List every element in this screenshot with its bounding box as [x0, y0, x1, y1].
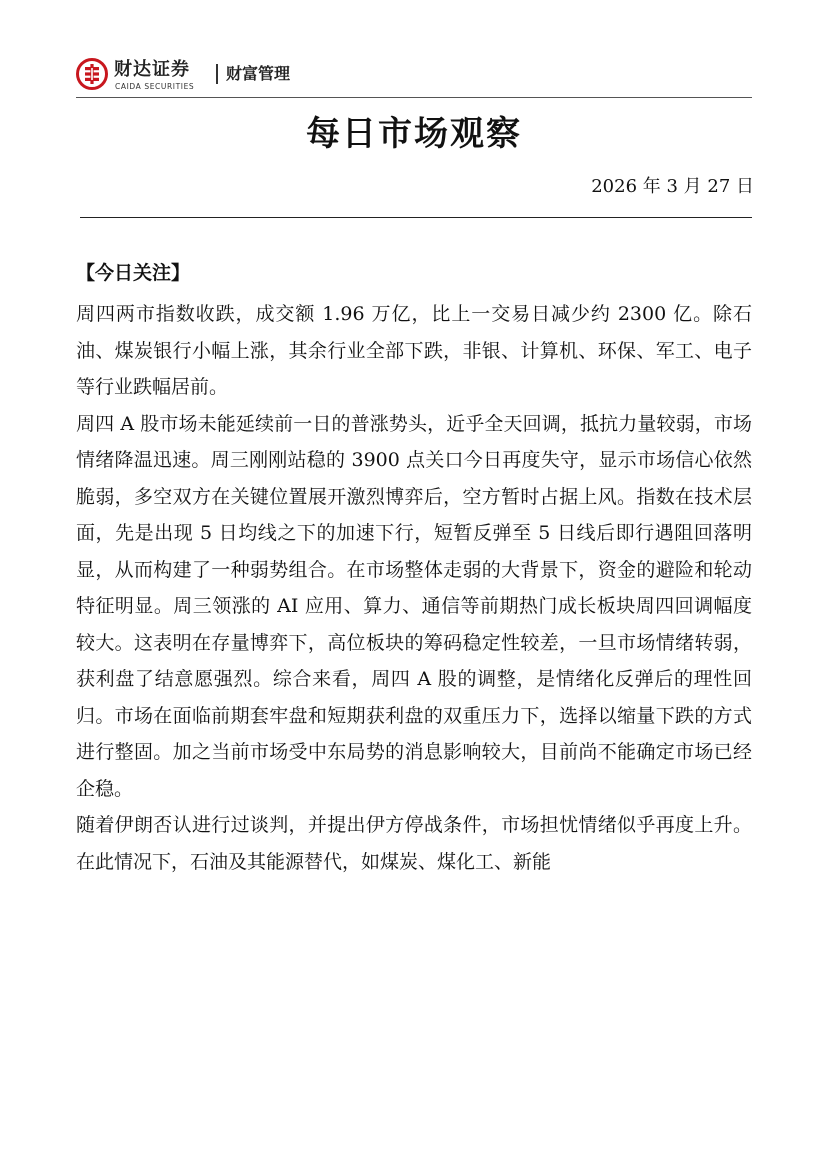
title-rule: [80, 217, 752, 218]
section-body: [76, 296, 752, 880]
report-date: 2026 年 3 月 27 日: [591, 176, 754, 197]
paragraph: 周四两市指数收跌，成交额 1.96 万亿，比上一交易日减少约 2300 亿。除石油、煤炭银行小幅上涨，其余行业全部下跌，非银、计算机、环保、军工、电子等行业跌幅居前。: [76, 303, 752, 398]
paragraph: 周四 A 股市场未能延续前一日的普涨势头，近乎全天回调，抵抗力量较弱，市场情绪降温迅速。周三刚刚站稳的 3900 点关口今日再度失守，显示市场信心依然脆弱，多空双方在关键位置展开激烈博弈后，空方暂时占据上风。指数在技术层面，先是出现 5 日均线之下的加速下行，短暂反弹至 5 日线后即行遇阻回落明显，从而构建了一种弱势组合。在市场整体走弱的大背景下，资金的避险和轮动特征明显。周三领涨的 AI 应用、算力、通信等前期热门成长板块周四回调幅度较大。这表明在存量博弈下，高位板块的筹码稳定性较差，一旦市场情绪转弱，获利盘了结意愿强烈。综合来看，周四 A 股的调整，是情绪化反弹后的理性回归。市场在面临前期套牢盘和短期获利盘的双重压力下，选择以缩量下跌的方式进行整固。加之当前市场受中东局势的消息影响较大，目前尚不能确定市场已经企稳。: [76, 412, 752, 800]
header-divider: [216, 64, 218, 84]
company-name: 财达证券: [114, 59, 190, 80]
section-heading: 【今日关注】: [76, 262, 191, 284]
report-title: 每日市场观察: [306, 114, 522, 154]
page-header: [76, 56, 752, 96]
company-name-en: CAIDA SECURITIES: [115, 82, 195, 91]
division-name: 财富管理: [226, 64, 291, 83]
header-rule: [76, 97, 752, 98]
caida-logo-icon: [76, 58, 108, 90]
paragraph: 随着伊朗否认进行过谈判，并提出伊方停战条件，市场担忧情绪似乎再度上升。在此情况下，石油及其能源替代，如煤炭、煤化工、新能: [76, 814, 752, 873]
